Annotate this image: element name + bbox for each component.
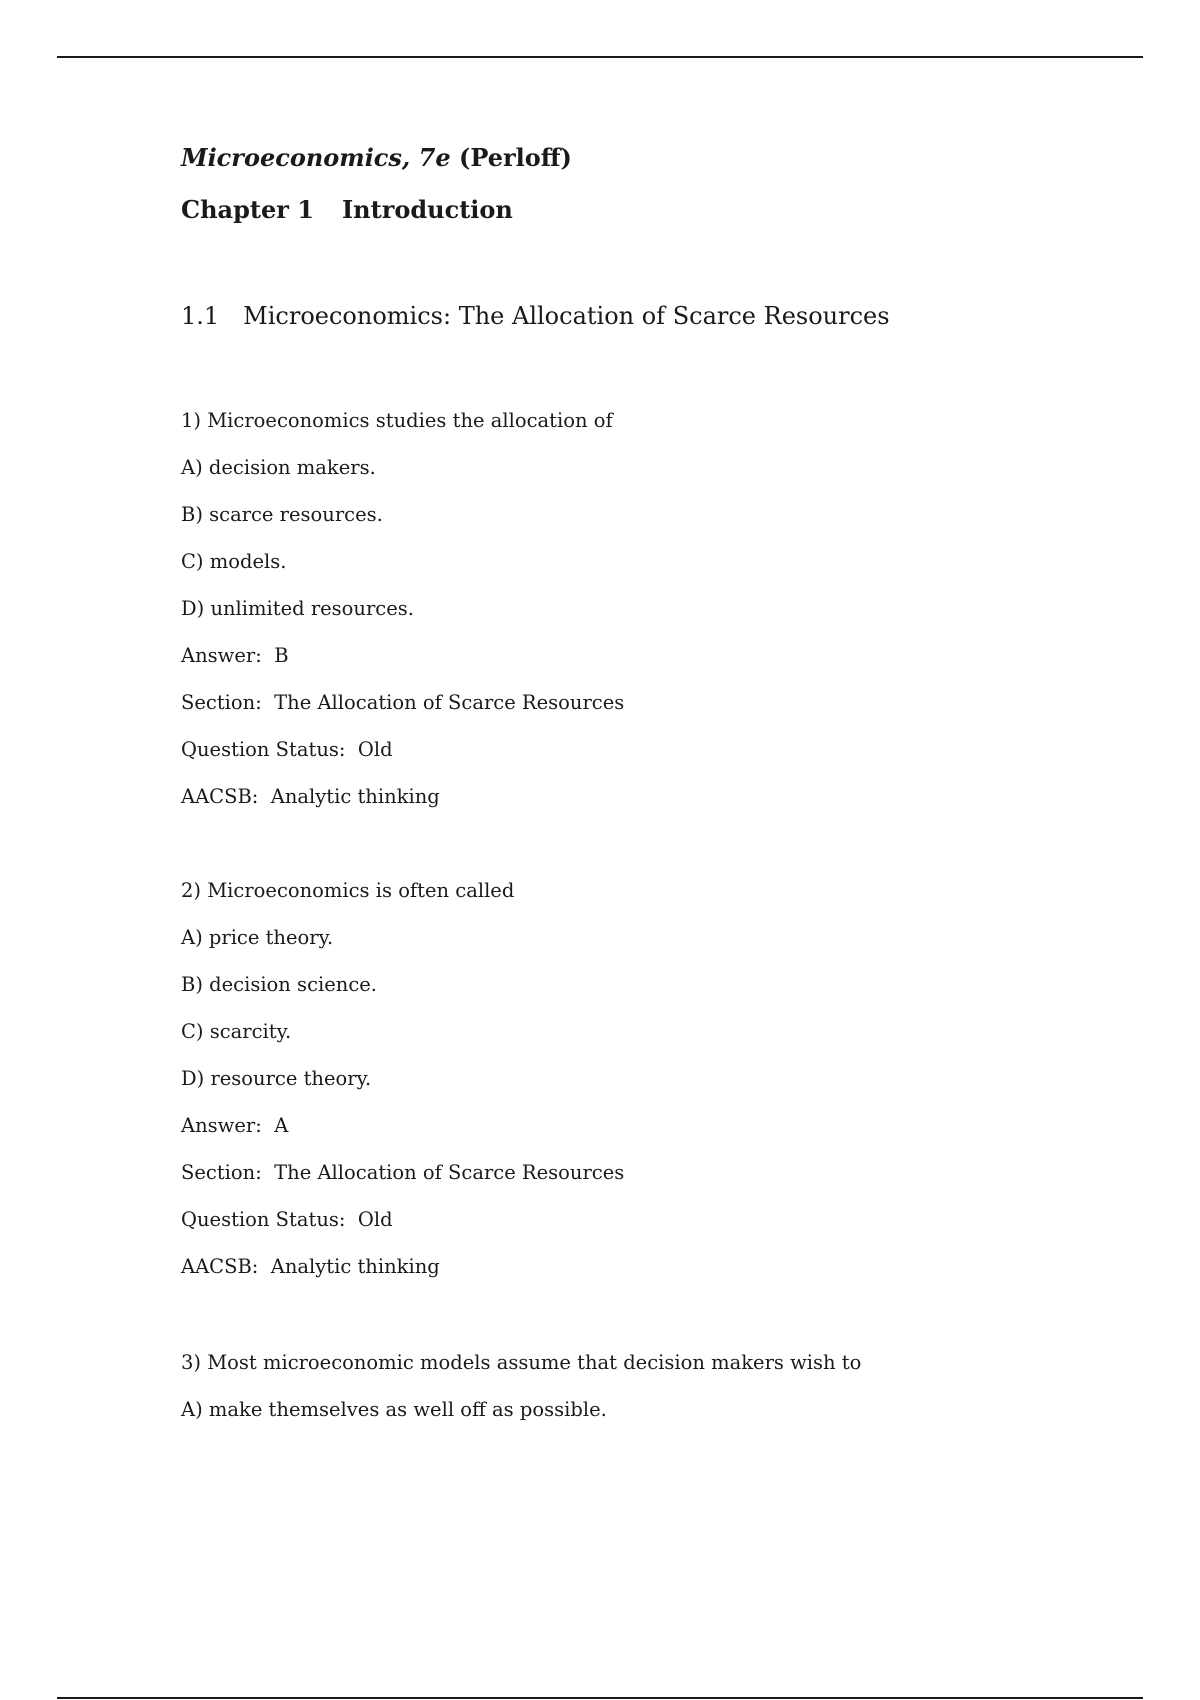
question-stem: 3) Most microeconomic models assume that decision makers wish to [181, 1351, 862, 1374]
question-3 [181, 1352, 861, 1446]
status-value: Old [357, 738, 393, 761]
question-stem: 2) Microeconomics is often called [181, 879, 515, 902]
question-1 [181, 410, 624, 833]
option-c: C) models. [181, 550, 287, 573]
option-d: D) resource theory. [181, 1067, 372, 1090]
question-2 [181, 880, 624, 1303]
answer-line [181, 1115, 624, 1162]
book-title [181, 143, 572, 172]
status-label: Question Status: [181, 738, 346, 761]
question-stem: 1) Microeconomics studies the allocation of [181, 409, 613, 432]
chapter-number: Chapter 1 [181, 195, 314, 224]
aacsb-label: AACSB: [181, 1255, 259, 1278]
section-heading [181, 302, 890, 330]
answer-value: A [274, 1114, 289, 1137]
section-label: Section: [181, 691, 262, 714]
answer-line [181, 645, 624, 692]
chapter-title [181, 195, 513, 224]
book-title-italic: Microeconomics, 7e [181, 143, 451, 172]
section-value: The Allocation of Scarce Resources [274, 691, 625, 714]
book-title-author: (Perloff) [450, 143, 572, 172]
section-value: The Allocation of Scarce Resources [274, 1161, 625, 1184]
status-line [181, 1209, 624, 1256]
answer-label: Answer: [181, 644, 262, 667]
aacsb-label: AACSB: [181, 785, 259, 808]
status-value: Old [357, 1208, 393, 1231]
answer-label: Answer: [181, 1114, 262, 1137]
aacsb-value: Analytic thinking [270, 1255, 440, 1278]
option-a: A) decision makers. [181, 456, 376, 479]
chapter-name: Introduction [341, 195, 513, 224]
section-line [181, 1162, 624, 1209]
option-b: B) decision science. [181, 973, 377, 996]
status-label: Question Status: [181, 1208, 346, 1231]
section-number: 1.1 [181, 302, 220, 330]
section-label: Section: [181, 1161, 262, 1184]
option-c: C) scarcity. [181, 1020, 292, 1043]
option-d: D) unlimited resources. [181, 597, 414, 620]
bottom-rule [57, 1697, 1143, 1699]
option-a: A) make themselves as well off as possible. [181, 1398, 607, 1421]
section-title: Microeconomics: The Allocation of Scarce Resources [243, 302, 890, 330]
aacsb-value: Analytic thinking [270, 785, 440, 808]
section-line [181, 692, 624, 739]
top-rule [57, 56, 1143, 58]
aacsb-line [181, 1256, 624, 1303]
option-a: A) price theory. [181, 926, 334, 949]
status-line [181, 739, 624, 786]
answer-value: B [274, 644, 289, 667]
option-b: B) scarce resources. [181, 503, 383, 526]
aacsb-line [181, 786, 624, 833]
